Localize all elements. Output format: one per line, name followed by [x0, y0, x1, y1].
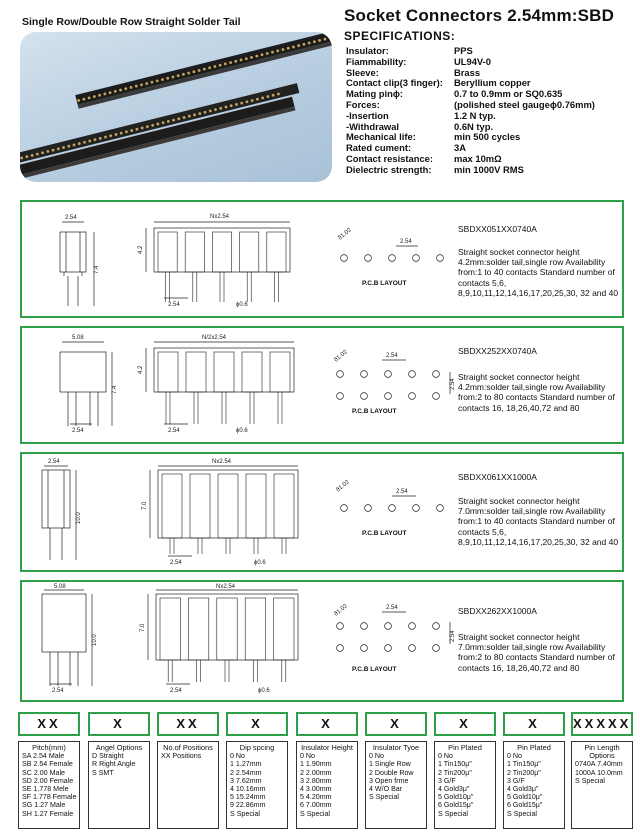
spec-value: 3A: [454, 142, 466, 154]
pcb-hole: [409, 645, 416, 652]
part-code-segment: XX: [18, 712, 80, 736]
dimension-label: 2.54: [396, 489, 408, 495]
contact-cell: [160, 598, 180, 660]
dimension-label: 10.0: [92, 634, 98, 646]
specifications-table: [346, 46, 636, 176]
option-item: S Special: [300, 809, 330, 818]
part-code-segment: XXXXX: [571, 712, 633, 736]
part-number: SBDXX061XX1000A: [458, 472, 537, 482]
part-description: Straight socket connector height 4.2mm:solder tail,single row Availability from:1 to 40 contacts Standard number of contacts 5,6, 8,9,10,11,12,14,16,17,20,25,30, 32 and 40: [458, 247, 619, 298]
dimension-label: ϑ1.02: [335, 479, 351, 494]
dimension-label: 7.0: [140, 623, 146, 632]
option-list: [434, 741, 496, 829]
option-item: 3 2.80mm: [300, 776, 332, 785]
dimension-label: 2.54: [450, 378, 456, 390]
pcb-hole: [433, 645, 440, 652]
contact-cell: [242, 352, 262, 392]
pcb-hole: [341, 505, 348, 512]
option-item: 4 W/O Bar: [369, 785, 403, 794]
dimension-label: ϑ1.02: [337, 227, 353, 242]
part-description: Straight socket connector height 7.0mm:solder tail,single row Availability from:2 to 80 contacts Standard number of contacts 16, 18,26,40,72 and 80: [458, 632, 615, 673]
option-title: Insulator Tyoe: [372, 743, 420, 752]
option-item: 3 7.62mm: [230, 776, 262, 785]
option-list: [157, 741, 219, 829]
part-code-segment: XX: [157, 712, 219, 736]
spec-label: Sleeve:: [346, 66, 379, 78]
spec-value: 0.7 to 0.9mm or SQ0.635: [454, 88, 563, 100]
spec-value: Beryllium copper: [454, 77, 531, 89]
option-item: 4 10.16mm: [230, 785, 266, 794]
option-item: SA 2.54 Male: [22, 752, 65, 761]
dimension-label: 7.0: [142, 501, 148, 510]
option-item: 2 Tin200μ": [438, 768, 472, 777]
page-title: Socket Connectors 2.54mm:SBD: [344, 6, 615, 25]
option-item: SG 1.27 Male: [22, 801, 66, 810]
product-photo: [20, 32, 332, 182]
pcb-hole: [409, 623, 416, 630]
option-item: 3 Open frme: [369, 776, 409, 785]
dimension-label: 4.2: [138, 245, 144, 254]
option-item: 6 7.00mm: [300, 801, 332, 810]
connector-strips-illustration: [20, 32, 332, 182]
dimension-label: ϑ1.02: [333, 603, 349, 618]
part-code-segment: X: [365, 712, 427, 736]
option-item: 2 Double Row: [369, 768, 414, 777]
pcb-hole: [337, 371, 344, 378]
part-number: SBDXX262XX1000A: [458, 606, 537, 616]
spec-value: (polished steel gaugeϕ0.76mm): [454, 98, 595, 110]
option-item: 6 Gold15μ": [507, 801, 543, 810]
option-item: 0 No: [300, 752, 315, 761]
drawing-panel-2: [20, 326, 624, 444]
dimension-label: 2.54: [400, 239, 412, 245]
dimension-label: 2.54: [386, 353, 398, 359]
contact-cell: [158, 352, 178, 392]
drawing-panel-1: [20, 200, 624, 318]
contact-cell: [218, 474, 238, 538]
pcb-hole: [337, 645, 344, 652]
contact-cell: [214, 352, 234, 392]
option-item: 1 1.27mm: [230, 760, 262, 769]
pcb-hole: [385, 645, 392, 652]
option-item: 0 No: [507, 752, 522, 761]
option-title: Pitch(mm): [32, 743, 66, 752]
pcb-hole: [361, 623, 368, 630]
dimension-label: 2.54: [72, 428, 84, 434]
contact-cell: [217, 598, 237, 660]
option-item: S Special: [230, 809, 260, 818]
spec-value: PPS: [454, 45, 473, 56]
spec-label: Contact resistance:: [346, 152, 434, 164]
contact-cell: [245, 598, 265, 660]
spec-label: Contact clip(3 finger):: [346, 77, 443, 89]
pcb-hole: [385, 371, 392, 378]
option-list: [365, 741, 427, 829]
option-item: 5 4.20mm: [300, 793, 332, 802]
spec-label: Fiammability:: [346, 55, 407, 67]
option-item: 1 Tin150μ": [438, 760, 472, 769]
dimension-label: 2.54: [170, 688, 182, 694]
spec-row: [346, 111, 636, 122]
dimension-label: ϑ1.02: [333, 349, 349, 364]
contact-cell: [246, 474, 266, 538]
pcb-hole: [365, 255, 372, 262]
pcb-layout-label: P.C.B LAYOUT: [362, 530, 407, 537]
option-item: SF 1.778 Female: [22, 793, 77, 802]
dimension-label: 2.54: [65, 215, 77, 221]
option-title: Insulator Height: [301, 743, 353, 752]
dimension-label: ϕ0.6: [236, 302, 248, 308]
option-item: 2 2.54mm: [230, 768, 262, 777]
option-list: [226, 741, 288, 829]
option-item: 1 Single Row: [369, 760, 411, 769]
dimension-label: 5.08: [54, 584, 66, 590]
option-list: [571, 741, 633, 829]
option-item: 1000A 10.0mm: [575, 768, 623, 777]
pcb-hole: [337, 393, 344, 400]
spec-value: Brass: [454, 66, 481, 78]
dimension-label: 4.2: [138, 365, 144, 374]
pcb-hole: [389, 505, 396, 512]
part-code-segment: X: [88, 712, 150, 736]
option-item: 6 Gold15μ": [438, 801, 474, 810]
spec-label: Mechanical life:: [346, 131, 416, 143]
pcb-hole: [413, 255, 420, 262]
dimension-label: 2.54: [386, 605, 398, 611]
spec-value: 1.2 N typ.: [454, 109, 496, 121]
option-item: 1 Tin150μ": [507, 760, 541, 769]
dimension-label: Nx2.54: [216, 584, 236, 590]
option-item: SB 2.54 Female: [22, 760, 73, 769]
dimension-label: 5.08: [72, 335, 84, 341]
option-item: 5 Gold10μ": [507, 793, 543, 802]
spec-label: Dielectric strength:: [346, 163, 432, 175]
spec-label: -Withdrawal: [346, 120, 400, 132]
part-number: SBDXX252XX0740A: [458, 346, 537, 356]
option-item: 4 Gold3μ": [438, 785, 470, 794]
pcb-layout-label: P.C.B LAYOUT: [362, 280, 407, 287]
spec-value: UL94V-0: [454, 55, 491, 67]
contact-cell: [188, 598, 208, 660]
pcb-hole: [385, 393, 392, 400]
option-item: 2 Tin200μ": [507, 768, 541, 777]
part-number: SBDXX051XX0740A: [458, 224, 537, 234]
page-subtitle: Single Row/Double Row Straight Solder Tail: [22, 16, 241, 28]
option-item: 0 No: [230, 752, 245, 761]
part-description: Straight socket connector height 7.0mm:solder tail,single row Availability from:1 to 40 contacts Standard number of contacts 5,6, 8,9,10,11,12,14,16,17,20,25,30, 32 and 40: [458, 496, 619, 547]
spec-label: Forces:: [346, 98, 380, 110]
dimension-label: ϕ0.6: [258, 688, 270, 694]
spec-value: min 1000V RMS: [454, 163, 524, 175]
dimension-label: ϕ0.6: [254, 560, 266, 566]
spec-label: Mating pinϕ:: [346, 88, 404, 100]
contact-cell: [186, 352, 206, 392]
contact-cell: [270, 352, 290, 392]
spec-label: Insulator:: [346, 45, 389, 56]
specifications-heading: SPECIFICATIONS:: [344, 29, 456, 43]
drawing-panel-4: [20, 580, 624, 702]
spec-label: -Insertion: [346, 109, 389, 121]
pcb-hole: [437, 505, 444, 512]
option-item: 3 G/F: [438, 776, 456, 785]
part-code-segment: X: [503, 712, 565, 736]
option-item: 4 3.00mm: [300, 785, 332, 794]
pcb-hole: [413, 505, 420, 512]
option-item: SC 2.00 Male: [22, 768, 65, 777]
contact-cell: [212, 232, 231, 272]
part-code-segment: X: [434, 712, 496, 736]
pcb-layout-label: P.C.B LAYOUT: [352, 408, 397, 415]
pcb-hole: [433, 393, 440, 400]
part-description: Straight socket connector height 4.2mm:solder tail,single row Availability from:2 to 80 contacts Standard number of contacts 16, 18,26,40,72 and 80: [458, 372, 615, 413]
option-title: Pin Plated: [517, 743, 551, 752]
option-title: Pin Length Options: [584, 743, 620, 761]
option-item: SH 1.27 Female: [22, 809, 74, 818]
option-item: S Special: [507, 809, 537, 818]
option-item: 9 22.86mm: [230, 801, 266, 810]
dimension-label: 2.54: [168, 302, 180, 308]
dimension-label: Nx2.54: [212, 459, 232, 465]
option-title: No.of Positions: [163, 743, 213, 752]
pcb-hole: [361, 645, 368, 652]
spec-label: Rated cument:: [346, 142, 412, 154]
dimension-label: 2.54: [450, 630, 456, 642]
option-item: 2 2.00mm: [300, 768, 332, 777]
dimension-label: 2.54: [48, 459, 60, 465]
contact-cell: [162, 474, 182, 538]
option-item: 0740A 7.40mm: [575, 760, 623, 769]
pcb-hole: [365, 505, 372, 512]
option-title: Angel Options: [95, 743, 143, 752]
option-item: 3 G/F: [507, 776, 525, 785]
part-code-segment: X: [296, 712, 358, 736]
spec-value: max 10mΩ: [454, 152, 502, 164]
dimension-label: 2.54: [52, 688, 64, 694]
option-item: S Special: [369, 793, 399, 802]
dimension-label: 7.4: [94, 265, 100, 274]
contact-cell: [158, 232, 177, 272]
option-list: [88, 741, 150, 829]
spec-row: [346, 165, 636, 176]
option-list: [296, 741, 358, 829]
part-code-segment: X: [226, 712, 288, 736]
contact-cell: [274, 474, 294, 538]
contact-cell: [240, 232, 259, 272]
dimension-label: 7.4: [112, 385, 118, 394]
contact-cell: [190, 474, 210, 538]
option-item: XX Positions: [161, 752, 202, 761]
spec-value: 0.6N typ.: [454, 120, 494, 132]
pcb-hole: [337, 623, 344, 630]
drawing-panel-3: [20, 452, 624, 572]
pcb-layout-label: P.C.B LAYOUT: [352, 666, 397, 673]
option-title: Dip spcing: [239, 743, 275, 752]
contact-cell: [267, 232, 286, 272]
option-item: S Special: [438, 809, 468, 818]
pcb-hole: [361, 393, 368, 400]
contact-cell: [274, 598, 294, 660]
pcb-hole: [437, 255, 444, 262]
option-item: S SMT: [92, 768, 114, 777]
dimension-label: 10.0: [76, 512, 82, 524]
option-item: 0 No: [369, 752, 384, 761]
option-item: S Special: [575, 776, 605, 785]
pcb-hole: [361, 371, 368, 378]
dimension-label: N/2x2.54: [202, 335, 227, 341]
pcb-hole: [409, 371, 416, 378]
option-list: [503, 741, 565, 829]
option-item: SE 1.778 Mele: [22, 785, 69, 794]
option-item: 4 Gold3μ": [507, 785, 539, 794]
option-item: D Straight: [92, 752, 124, 761]
dimension-label: ϕ0.6: [236, 428, 248, 434]
spec-value: min 500 cycles: [454, 131, 521, 143]
pcb-hole: [341, 255, 348, 262]
pcb-hole: [433, 623, 440, 630]
option-item: 0 No: [438, 752, 453, 761]
pcb-hole: [409, 393, 416, 400]
option-title: Pin Plated: [448, 743, 482, 752]
spec-row: [346, 57, 636, 68]
dimension-label: 2.54: [170, 560, 182, 566]
dimension-label: Nx2.54: [210, 214, 230, 220]
dimension-label: 2.54: [168, 428, 180, 434]
pcb-hole: [389, 255, 396, 262]
contact-cell: [185, 232, 204, 272]
option-item: SD 2.00 Female: [22, 776, 74, 785]
option-item: 5 Gold10μ": [438, 793, 474, 802]
option-list: [18, 741, 80, 829]
option-item: 1 1.90mm: [300, 760, 332, 769]
pcb-hole: [385, 623, 392, 630]
pcb-hole: [433, 371, 440, 378]
option-item: R Right Angle: [92, 760, 136, 769]
option-item: 5 15.24mm: [230, 793, 266, 802]
